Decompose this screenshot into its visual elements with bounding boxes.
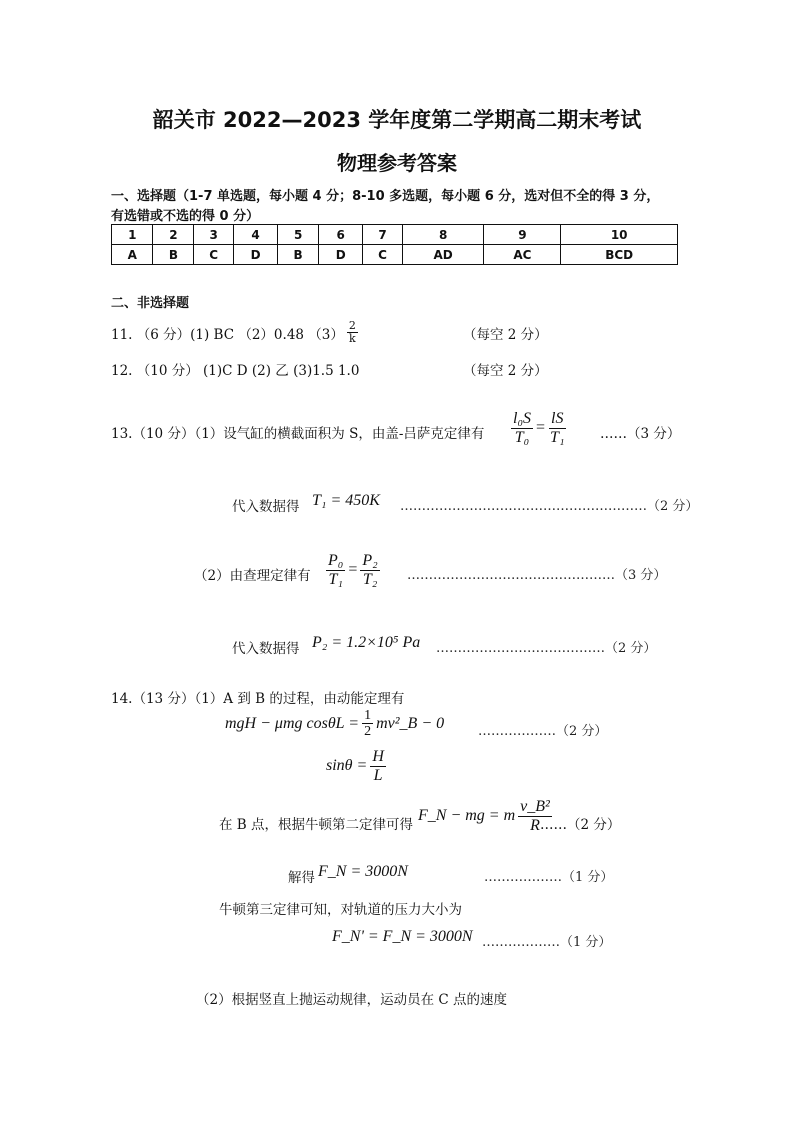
q14-score3: ………………（1 分） xyxy=(484,870,614,885)
q13-eq2-num-left: P₀ xyxy=(328,552,344,569)
q13-eq1-num-right: lS xyxy=(551,410,564,427)
q13-eq2-num-right: P₂ xyxy=(362,552,378,569)
q11-text: 11. （6 分）(1) BC （2）0.48 （3） xyxy=(111,326,344,343)
q14-eq2-den: L xyxy=(373,766,383,784)
q14-score1: ………………（2 分） xyxy=(478,724,608,739)
q13-eq1-den-left: T₀ xyxy=(514,428,530,446)
q14-third-law: 牛顿第三定律可知，对轨道的压力大小为 xyxy=(219,902,462,918)
answer-cell: AD xyxy=(402,245,484,265)
q14-eq1-frac-num: 1 xyxy=(364,708,372,723)
q13-part2-lead: （2）由查理定律有 xyxy=(194,568,311,584)
equals-sign: = xyxy=(348,561,358,579)
answer-cell: BCD xyxy=(561,245,678,265)
question-number: 1 xyxy=(112,225,153,245)
q13-equation-1 xyxy=(508,410,570,446)
q14-lead: 14.（13 分）（1）A 到 B 的过程，由动能定理有 xyxy=(111,691,405,707)
q12-text: 12. （10 分） (1)C D (2) 乙 (3)1.5 1.0 xyxy=(111,363,360,379)
q14-eq3-den: R xyxy=(530,816,540,834)
q13-score1: ……（3 分） xyxy=(600,426,681,442)
answer-cell: D xyxy=(233,245,277,265)
question-number: 5 xyxy=(278,225,319,245)
answer-table xyxy=(111,224,678,265)
question-number: 8 xyxy=(402,225,484,245)
question-number: 6 xyxy=(319,225,363,245)
question-number: 10 xyxy=(561,225,678,245)
q13-score3: …………………………………………（3 分） xyxy=(407,568,667,583)
q13-score2: …………………………………………………（2 分） xyxy=(400,499,699,514)
q13-eq2-den-left: T₁ xyxy=(328,570,343,588)
section1-line1: 一、选择题（1-7 单选题，每小题 4 分；8-10 多选题，每小题 6 分，选对但不全的得 3 分， xyxy=(111,189,660,204)
q11-fraction xyxy=(347,320,358,345)
q14-equation-1 xyxy=(225,708,444,740)
page-subtitle: 物理参考答案 xyxy=(337,151,457,175)
q14-eq1-left: mgH − μmg cosθL = xyxy=(225,714,360,732)
q13-eq2-den-right: T₂ xyxy=(362,570,378,588)
answer-cell: C xyxy=(363,245,403,265)
answer-cell: D xyxy=(319,245,363,265)
q13-eq1-den-right: T₁ xyxy=(550,428,565,446)
answer-table-header-row xyxy=(112,225,678,245)
q13-equation-2 xyxy=(323,552,383,588)
q14-part2: （2）根据竖直上抛运动规律，运动员在 C 点的速度 xyxy=(196,992,508,1008)
q14-eq3-num: v_B² xyxy=(520,798,550,815)
section2-heading: 二、非选择题 xyxy=(111,296,190,311)
question-number: 3 xyxy=(194,225,234,245)
q14-third-eq: F_N' = F_N = 3000N xyxy=(332,928,473,945)
q11-line xyxy=(111,320,361,345)
answer-table-answer-row xyxy=(112,245,678,265)
q14-line-b: 在 B 点，根据牛顿第二定律可得 xyxy=(219,817,414,833)
answer-cell: AC xyxy=(484,245,561,265)
question-number: 7 xyxy=(363,225,403,245)
q11-frac-num: 2 xyxy=(348,319,356,332)
q11-frac-den: k xyxy=(349,332,356,346)
q14-score2: ……（2 分） xyxy=(540,817,621,833)
q13-result2: P₂ = 1.2×10⁵ Pa xyxy=(312,634,421,651)
q14-eq3-left: F_N − mg = m xyxy=(418,807,516,825)
q12-score: （每空 2 分） xyxy=(463,363,548,379)
q13-result1: T₁ = 450K xyxy=(312,492,380,509)
answer-cell: B xyxy=(153,245,194,265)
q14-eq1-right: mv²_B − 0 xyxy=(376,714,445,732)
question-number: 9 xyxy=(484,225,561,245)
q13-eq1-num-left: l₀S xyxy=(513,410,532,427)
question-number: 2 xyxy=(153,225,194,245)
answer-cell: B xyxy=(278,245,319,265)
q14-equation-2 xyxy=(326,748,389,784)
q11-score: （每空 2 分） xyxy=(463,327,548,343)
answer-cell: C xyxy=(194,245,234,265)
q13-sub-label: 代入数据得 xyxy=(232,499,300,515)
q14-score4: ………………（1 分） xyxy=(482,935,612,950)
q13-score4: …………………………………（2 分） xyxy=(436,641,657,656)
q13-result2-label: 代入数据得 xyxy=(232,641,300,657)
equals-sign: = xyxy=(536,419,546,437)
q14-eq2-num: H xyxy=(372,748,384,765)
answer-cell: A xyxy=(112,245,153,265)
q14-solve-label: 解得 xyxy=(288,870,315,886)
q14-equation-3 xyxy=(418,798,555,834)
q13-lead: 13.（10 分）（1）设气缸的横截面积为 S，由盖-吕萨克定律有 xyxy=(111,426,485,442)
q14-eq1-frac-den: 2 xyxy=(364,724,372,740)
question-number: 4 xyxy=(233,225,277,245)
q14-solve-eq: F_N = 3000N xyxy=(318,863,408,880)
page-title: 韶关市 2022—2023 学年度第二学期高二期末考试 xyxy=(152,108,642,132)
section1-line2: 有选错或不选的得 0 分） xyxy=(111,209,260,224)
q14-eq2-left: sinθ = xyxy=(326,757,368,775)
